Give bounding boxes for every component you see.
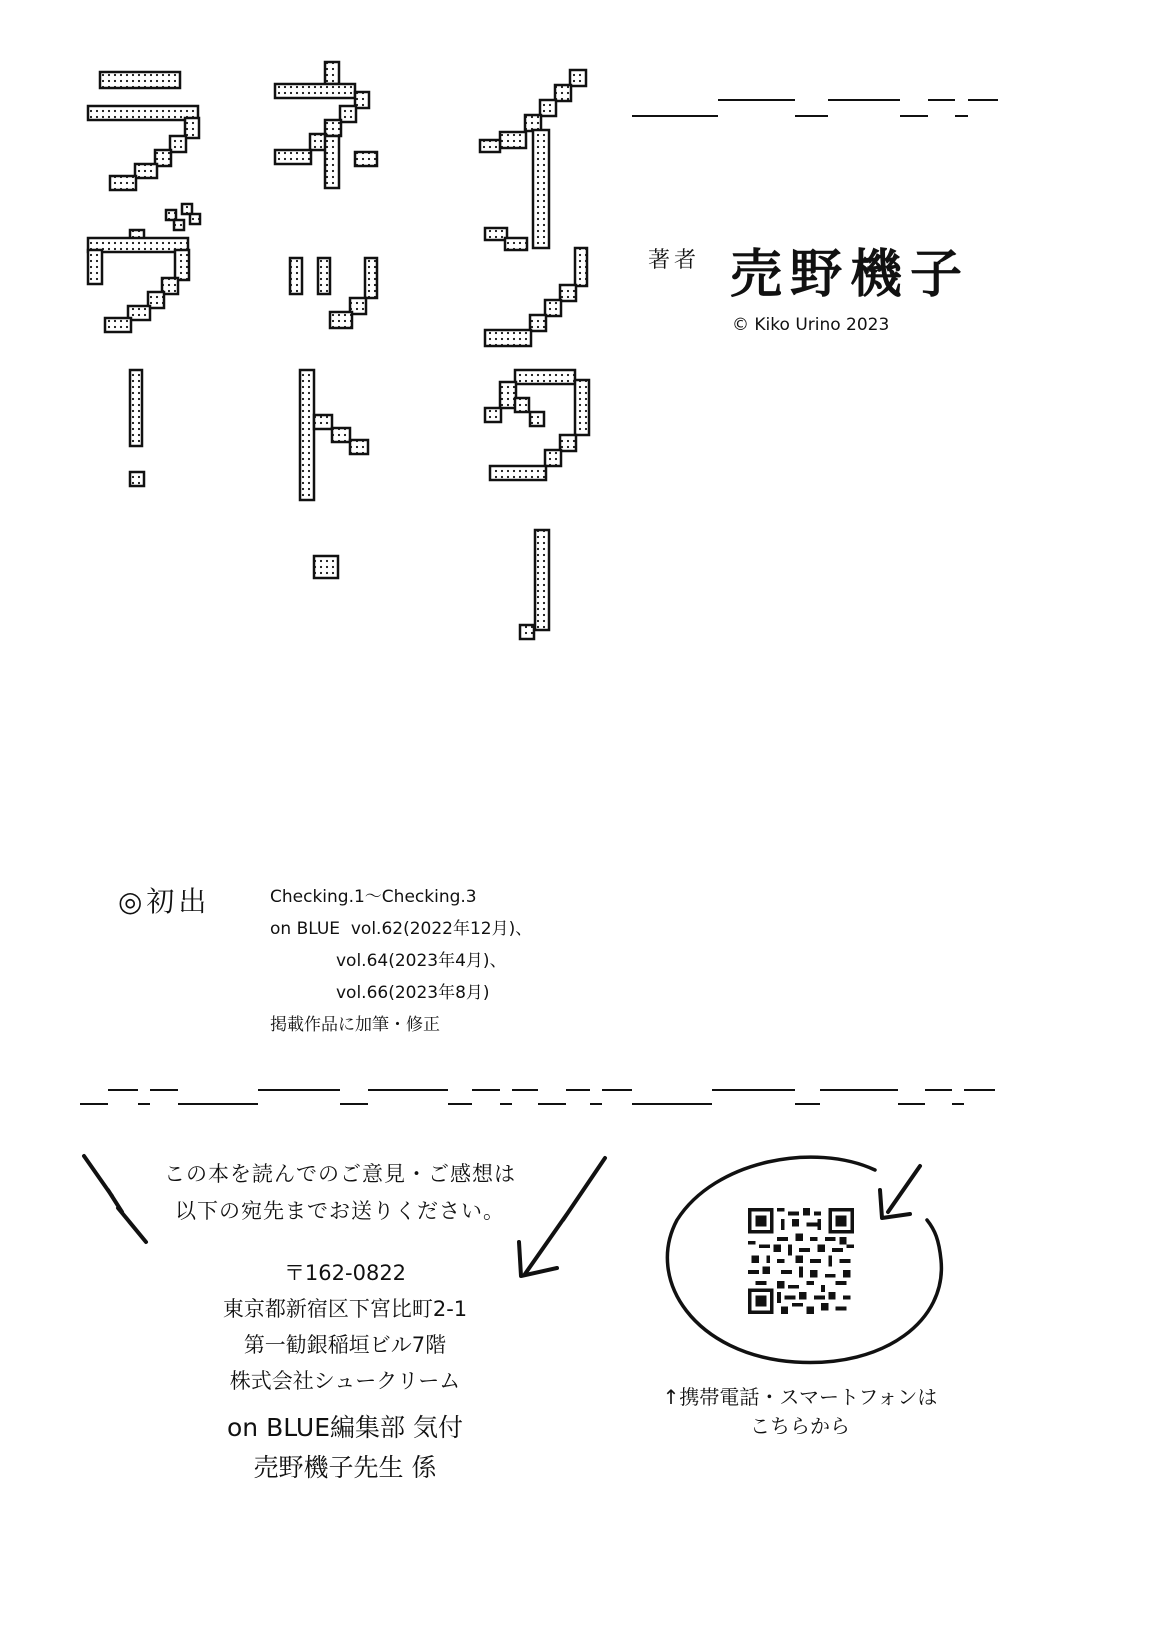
title-column-3 (70, 60, 210, 660)
copyright: © Kiko Urino 2023 (732, 315, 890, 335)
top-decorative-rule (630, 96, 1000, 120)
qr-note (640, 1383, 960, 1441)
first-pub-lines (270, 881, 650, 1051)
middle-decorative-rule (80, 1086, 1000, 1110)
qr-note-line: ↑携帯電話・スマートフォンは (662, 1385, 938, 1409)
contact-message (130, 1156, 550, 1230)
pixel-char-i (480, 70, 586, 248)
address-line: 東京都新宿区下宮比町2-1 (222, 1297, 468, 1321)
first-pub-heading: ◎初出 (118, 885, 211, 918)
address-line: 第一勧銀稲垣ビル7階 (243, 1333, 447, 1357)
recipient-line: 売野機子先生 係 (253, 1453, 437, 1482)
author-label: 著者 (648, 248, 701, 273)
pixel-char-to (300, 370, 368, 500)
postal-code: 〒162-0822 (283, 1261, 407, 1285)
pixel-char-ta (485, 370, 589, 480)
title-column-1 (475, 60, 595, 660)
contact-message-line: この本を読んでのご意見・ご感想は (164, 1162, 516, 1186)
pub-line: Checking.1～Checking.3 (270, 887, 477, 907)
qr-code[interactable] (748, 1208, 854, 1314)
title-column-2 (270, 60, 410, 660)
pixel-char-ra (88, 72, 199, 190)
qr-note-line: こちらから (750, 1414, 850, 1438)
pixel-char-exclaim (130, 370, 144, 486)
title-block (70, 60, 600, 660)
pixel-char-period (314, 556, 338, 578)
pub-line: vol.66(2023年8月) (336, 983, 490, 1003)
author-name: 売野機子 (730, 245, 971, 305)
pub-line: on BLUE vol.62(2022年12月)、 (270, 919, 533, 939)
address-block (180, 1255, 510, 1399)
pub-line: vol.64(2023年4月)、 (336, 951, 507, 971)
recipient-block (170, 1408, 520, 1488)
pub-line: 掲載作品に加筆・修正 (270, 1015, 440, 1035)
arrow-down-left-icon (870, 1160, 930, 1230)
contact-message-line: 以下の宛先までお送りください。 (175, 1199, 505, 1223)
recipient-line: on BLUE編集部 気付 (227, 1413, 463, 1442)
pixel-char-bar (520, 530, 549, 639)
pixel-char-ne (275, 62, 377, 188)
company-name: 株式会社シュークリーム (229, 1369, 461, 1393)
pixel-char-vu (88, 204, 200, 332)
pixel-char-tsu (290, 258, 377, 328)
